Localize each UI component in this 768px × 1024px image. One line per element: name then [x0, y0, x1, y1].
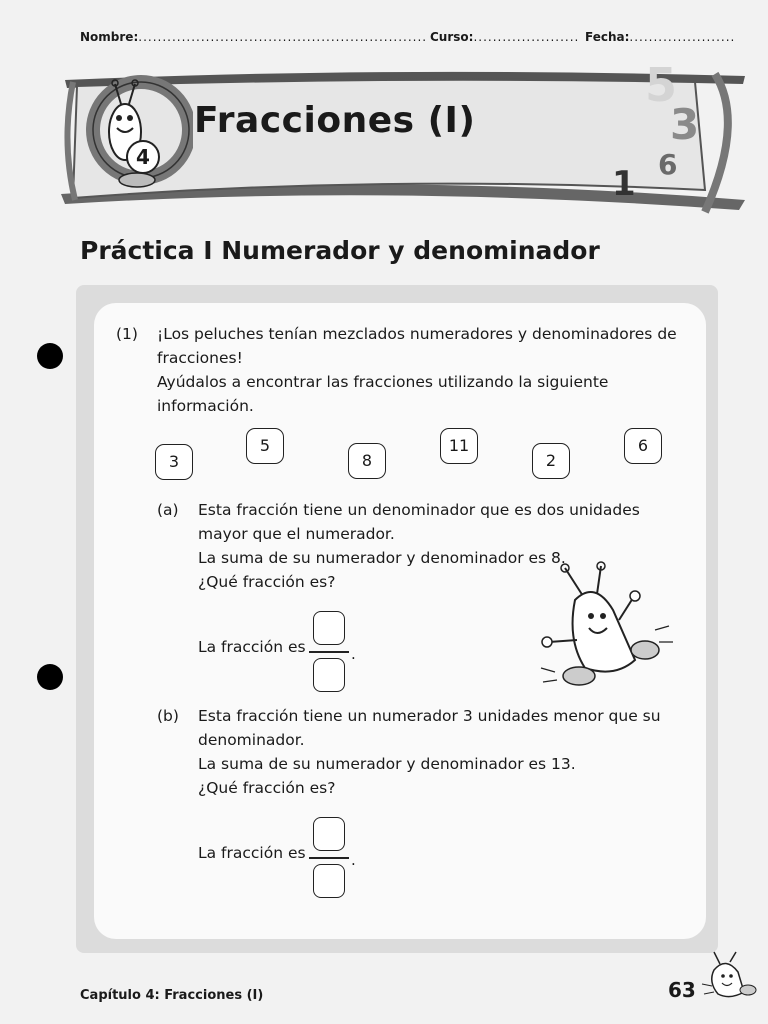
- mascot-small-icon: [700, 950, 760, 1002]
- fraction-bar: [309, 857, 349, 859]
- part-a-line: Esta fracción tiene un denominador que es dos unidades: [198, 501, 640, 519]
- punch-hole: [37, 664, 63, 690]
- part-b-denominator-box[interactable]: [313, 864, 345, 898]
- part-a-fraction: [313, 611, 356, 691]
- part-a-label: (a): [157, 501, 179, 519]
- part-b-fraction: [313, 817, 356, 897]
- intro-line: fracciones!: [157, 349, 243, 367]
- fecha-field[interactable]: [585, 30, 735, 44]
- mascot-icon: [73, 72, 193, 192]
- decorative-digit: 5: [645, 58, 678, 112]
- part-b-line: denominador.: [198, 731, 305, 749]
- number-card: 2: [532, 443, 570, 479]
- part-b-answer-label: La fracción es: [198, 844, 306, 862]
- fecha-label: Fecha:: [585, 30, 630, 44]
- decorative-digit: 6: [658, 148, 678, 181]
- intro-line: ¡Los peluches tenían mezclados numeradores y denominadores de: [157, 325, 677, 343]
- exercise-intro: [157, 322, 697, 418]
- exercise-number: (1): [116, 325, 138, 343]
- part-a-line: mayor que el numerador.: [198, 525, 395, 543]
- curso-field[interactable]: [430, 30, 579, 44]
- student-info-fields: [80, 30, 736, 50]
- part-b-line: La suma de su numerador y denominador es 13.: [198, 755, 576, 773]
- part-a-line: ¿Qué fracción es?: [198, 573, 336, 591]
- part-b-text: [198, 704, 678, 800]
- intro-line: Ayúdalos a encontrar las fracciones utilizando la siguiente: [157, 373, 609, 391]
- part-b-line: ¿Qué fracción es?: [198, 779, 336, 797]
- number-card: 3: [155, 444, 193, 480]
- part-b-numerator-box[interactable]: [313, 817, 345, 851]
- intro-line: información.: [157, 397, 254, 415]
- part-a-line: La suma de su numerador y denominador es 8.: [198, 549, 566, 567]
- page-title: Fracciones (I): [194, 100, 476, 141]
- mascot-jumping-icon: [535, 560, 675, 700]
- nombre-blank[interactable]: ............................................................: [138, 30, 428, 44]
- punch-hole: [37, 343, 63, 369]
- fraction-period: .: [351, 851, 356, 869]
- footer-chapter: Capítulo 4: Fracciones (I): [80, 988, 264, 1003]
- part-a-numerator-box[interactable]: [313, 611, 345, 645]
- number-card: 6: [624, 428, 662, 464]
- part-b-line: Esta fracción tiene un numerador 3 unidades menor que su: [198, 707, 661, 725]
- number-card: 5: [246, 428, 284, 464]
- decorative-digit: 1: [612, 164, 636, 204]
- part-b-label: (b): [157, 707, 179, 725]
- chapter-number-badge: 4: [126, 140, 160, 174]
- number-card: 8: [348, 443, 386, 479]
- fraction-bar: [309, 651, 349, 653]
- decorative-digit: 3: [670, 100, 700, 149]
- nombre-field[interactable]: [80, 30, 427, 44]
- fecha-blank[interactable]: ......................: [629, 30, 736, 44]
- number-card: 11: [440, 428, 478, 464]
- part-a-denominator-box[interactable]: [313, 658, 345, 692]
- fraction-period: .: [351, 645, 356, 663]
- curso-blank[interactable]: ......................: [473, 30, 580, 44]
- section-title: Práctica I Numerador y denominador: [80, 236, 600, 265]
- part-a-answer-label: La fracción es: [198, 638, 306, 656]
- nombre-label: Nombre:: [80, 30, 139, 44]
- page-number: 63: [668, 978, 696, 1002]
- curso-label: Curso:: [430, 30, 474, 44]
